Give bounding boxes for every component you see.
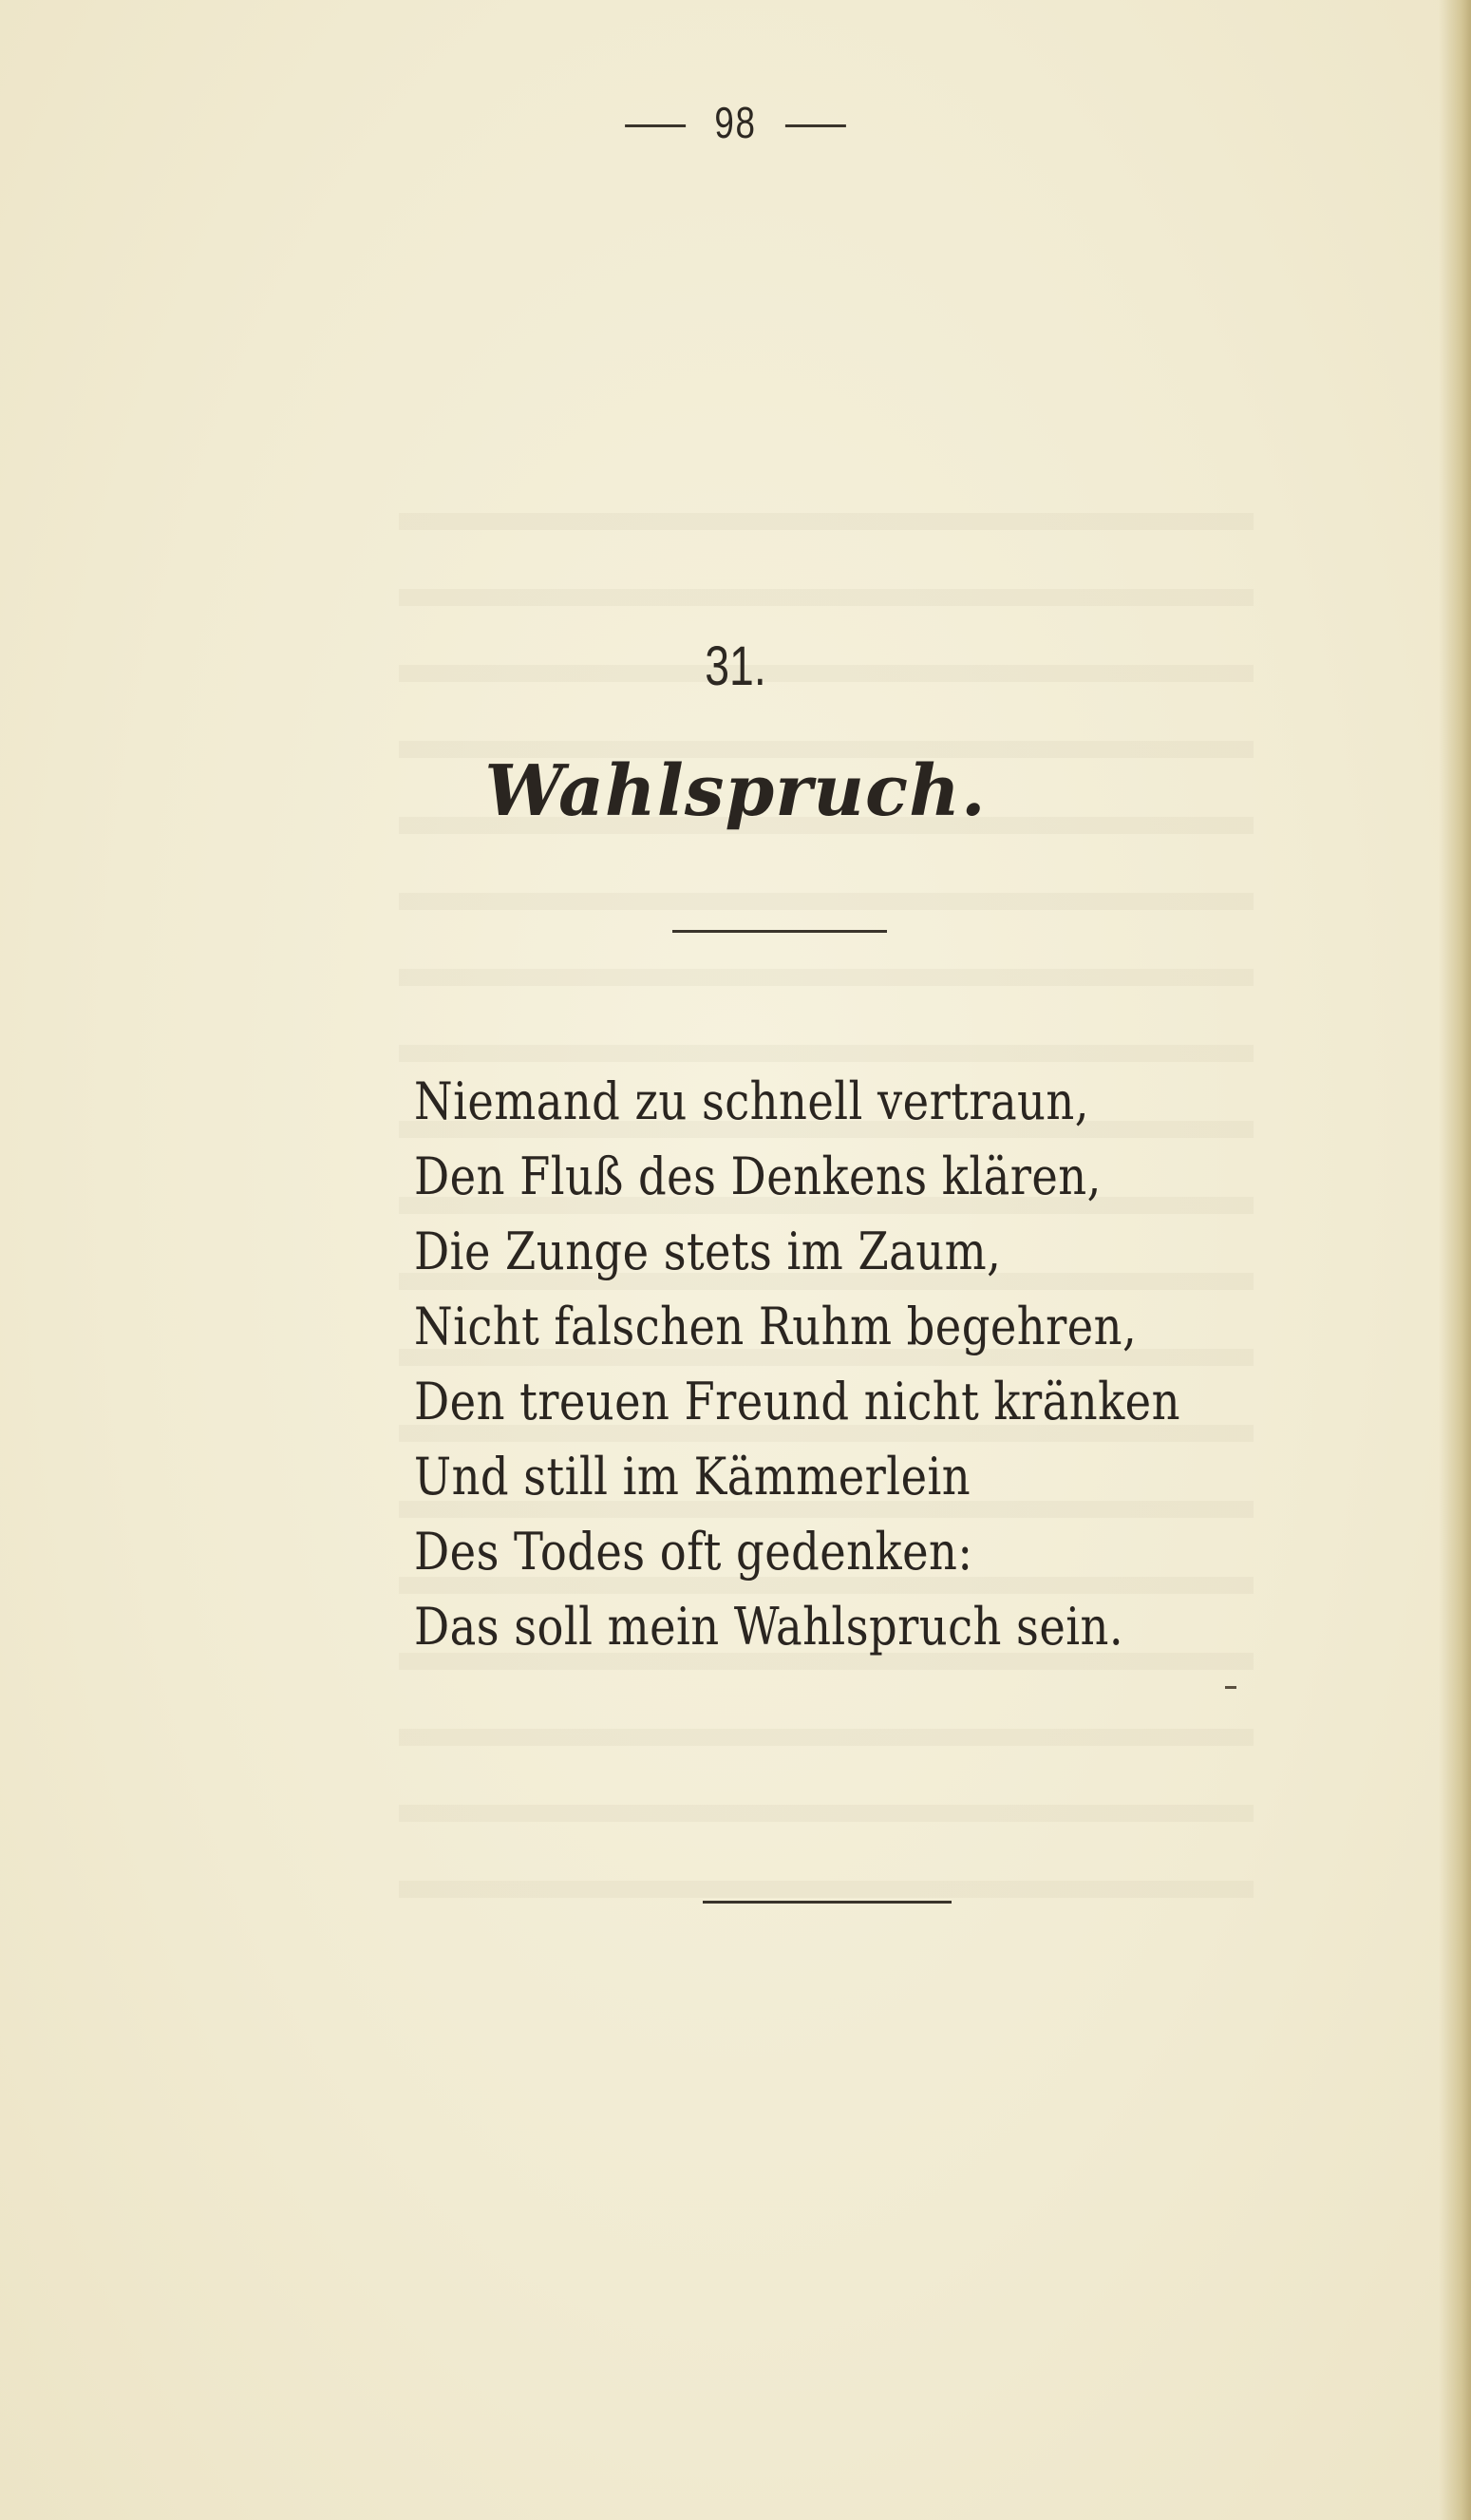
verse-line-7: Des Todes oft gedenken: <box>414 1522 973 1582</box>
page-number-header <box>147 97 1324 148</box>
right-dash <box>785 124 846 127</box>
page-edge-shadow <box>1439 0 1471 2520</box>
verse-line-6: Und still im Kämmerlein <box>414 1447 971 1506</box>
poem-title: Wahlspruch. <box>484 750 987 832</box>
poem-number: 31. <box>705 635 766 697</box>
verse-line-1: Niemand zu schnell vertraun, <box>414 1071 1089 1131</box>
page-number: 98 <box>714 98 757 147</box>
left-dash <box>625 124 686 127</box>
title-rule <box>672 930 887 933</box>
verse-line-5: Den treuen Freund nicht kränken <box>414 1372 1180 1431</box>
verse-line-2: Den Fluß des Denkens klären, <box>414 1146 1102 1206</box>
ink-speck <box>1225 1686 1236 1689</box>
verse-line-8: Das soll mein Wahlspruch sein. <box>414 1597 1124 1657</box>
end-rule <box>703 1901 952 1904</box>
poem-verse <box>414 1064 1326 1664</box>
verse-line-4: Nicht falschen Ruhm begehren, <box>414 1297 1138 1356</box>
verse-line-3: Die Zunge stets im Zaum, <box>414 1222 1002 1281</box>
